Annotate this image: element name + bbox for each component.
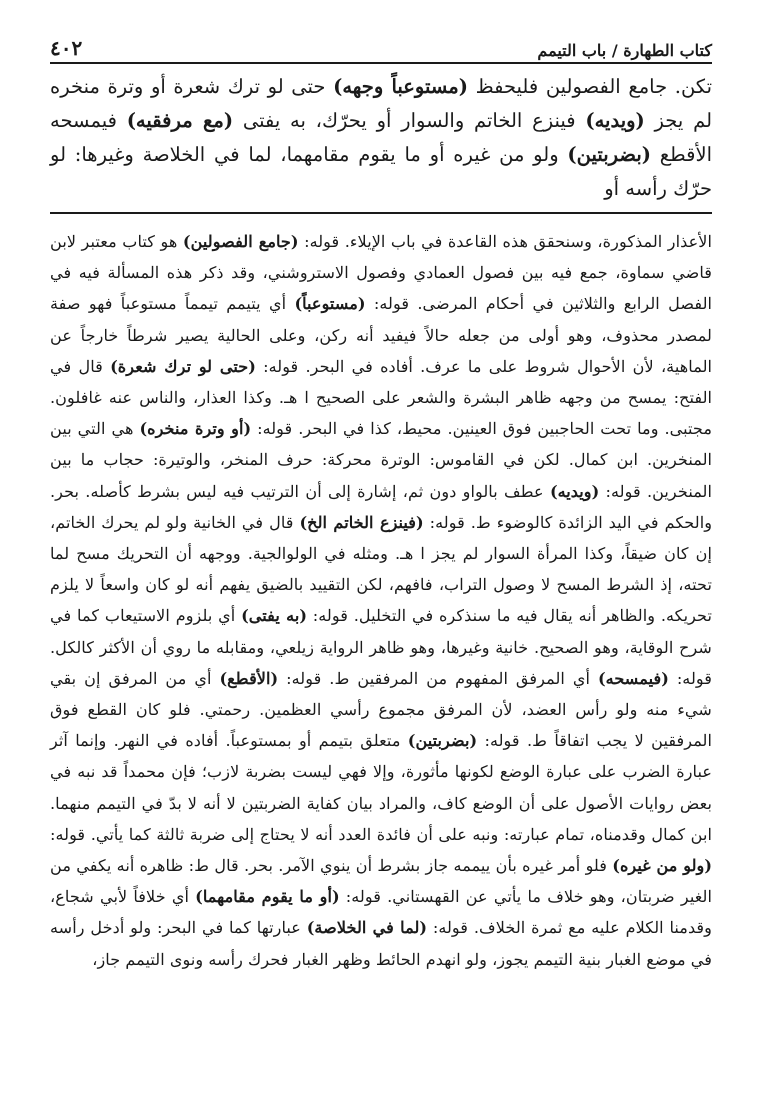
commentary-keyword: (أو ما يقوم مقامهما): [195, 887, 340, 907]
commentary-run: أي يتيمم تيمماً مستوعباً فهو صفة لمصدر محذوف، وهو أولى من جعله حالاً فيفيد أنه ركن، وعلى الحالية يصير شرطاً خارجاً عن الماهية، لأن الأحوال شروط على ما عرف. أفاده في البحر. قوله:: [50, 294, 713, 376]
commentary-keyword: (بضربتين): [407, 731, 478, 751]
commentary-run: هو كتاب معتبر لابن قاضي سماوة، جمع فيه بين فصول العمادي وفصول الاستروشني، وقد ذكر هذه المسألة فيه في الفصل الرابع والثلاثين في أحكام المرضى. قوله:: [50, 232, 712, 314]
main-text-keyword: (ويديه): [585, 109, 645, 132]
commentary-run: أي بلزوم الاستيعاب كما في شرح الوقاية، وهو الصحيح. خانية وغيرها، وهو ظاهر الرواية زيلعي، ومقابله ما روي أن الأكثر كالكل. قوله:: [50, 606, 713, 688]
commentary-keyword: (مستوعباً): [294, 294, 366, 314]
main-text-run: فيمسحه الأقطع: [50, 109, 712, 166]
commentary-keyword: (ويديه): [549, 481, 600, 501]
commentary-keyword: (لما في الخلاصة): [306, 918, 428, 938]
commentary-keyword: (به يفتى): [241, 606, 307, 626]
page-number: ٤٠٢: [50, 36, 83, 60]
commentary-run: عبارتها كما في البحر: ولو أدخل رأسه في موضع الغبار بنية التيمم يجوز، ولو انهدم الحائط وظهر الغبار فحرك رأسه ونوى التيمم جاز،: [50, 918, 712, 969]
commentary-run: متعلق بتيمم أو بمستوعباً. أفاده في النهر. وإنما آثر عبارة الضرب على عبارة الوضع لكونها مأثورة، وإلا فهي ليست بضربة لازب؛ فإن محمداً قد نبه في بعض روايات الأصول على أن الوضع كاف، والمراد بيان كفاية الضربتين لا أنه لا بدّ في التيمم منهما. ابن كمال وقدمناه، تمام عبارته: ونبه على أن فائدة العدد أنه لا يحتاج إلى ضربة ثالثة كما يأتي. قوله:: [50, 731, 712, 844]
commentary-run: فلو أمر غيره بأن ييممه جاز بشرط أن ينوي الآمر. بحر. قال ط: ظاهره أنه يكفي من الغير ضربتان، وهو خلاف ما يأتي عن القهستاني. قوله:: [50, 856, 712, 907]
commentary-keyword: (ولو من غيره): [612, 856, 712, 876]
commentary-keyword: (حتى لو ترك شعرة): [110, 356, 256, 376]
commentary-keyword: (الأقطع): [219, 668, 279, 688]
commentary-keyword: (أو وترة منخره): [139, 419, 252, 439]
commentary-run: عطف بالواو دون ثم، إشارة إلى أن الترتيب فيه ليس بشرط كأصله. بحر. والحكم في اليد الزائدة كالوضوء ط. قوله:: [50, 481, 713, 532]
main-text-run: حتى لو ترك شعرة أو وترة منخره لم يجز: [50, 75, 713, 132]
commentary-run: الأعذار المذكورة، وسنحقق هذه القاعدة في باب الإيلاء. قوله:: [298, 232, 713, 251]
commentary-run: أي المرفق المفهوم من المرفقين ط. قوله:: [278, 668, 598, 688]
separator-rule: [50, 212, 712, 214]
main-text-keyword: (مستوعباً وجهه): [333, 75, 468, 98]
commentary-paragraph: [50, 226, 712, 975]
main-text-run: فينزع الخاتم والسوار أو يحرّك، به يفتى: [233, 109, 586, 132]
page-header: [50, 30, 712, 64]
commentary-run: أي من المرفق إن بقي شيء منه ولو رأس العضد، لأن المرفق مجموع رأسي العظمين. رحمتي. فلو كان القطع فوق المرفقين لا يجب اتفاقاً ط. قوله:: [50, 668, 712, 751]
main-text-keyword: (بضربتين): [567, 143, 651, 166]
main-text-run: تكن. جامع الفصولين فليحفظ: [467, 75, 713, 98]
main-text: [50, 70, 712, 206]
commentary-keyword: (فيمسحه): [598, 668, 669, 688]
commentary-run: أي خلافاً لأبي شجاع، وقدمنا الكلام عليه مع ثمرة الخلاف. قوله:: [50, 887, 712, 938]
main-text-run: ولو من غيره أو ما يقوم مقامهما، لما في الخلاصة وغيرها: لو حرّك رأسه أو: [50, 143, 712, 200]
commentary-run: قال في الخانية ولو لم يحرك الخاتم، إن كان ضيقاً، وكذا المرأة السوار لم يجز ا هـ. ومثله في الولوالجية. ووجهه أن التحريك مسح لما تحته، إذ الشرط المسح لا وصول التراب، فافهم، لكن التقييد بالضيق يفهم أنه لو كان واسعاً لا يلزم تحريكه. والظاهر أنه يقال فيه ما سنذكره في التخليل. قوله:: [50, 512, 712, 626]
commentary-keyword: (فينزع الخاتم الخ): [299, 512, 424, 532]
running-title: كتاب الطهارة / باب التيمم: [537, 41, 712, 60]
book-page: [50, 30, 712, 975]
main-text-paragraph: [50, 70, 712, 206]
commentary-keyword: (جامع الفصولين): [182, 232, 299, 251]
commentary-run: قال في الفتح: يمسح من وجهه ظاهر البشرة والشعر على الصحيح ا هـ. وكذا العذار، والناس عنه غافلون. مجتبى. وما تحت الحاجبين فوق العينين. محيط، كذا في البحر. قوله:: [50, 356, 713, 439]
commentary-text: [50, 226, 712, 975]
main-text-keyword: (مع مرفقيه): [126, 109, 234, 132]
commentary-run: هي التي بين المنخرين. ابن كمال. لكن في القاموس: الوترة محركة: حرف المنخر، والوتيرة: حجاب ما بين المنخرين. قوله:: [50, 419, 712, 501]
